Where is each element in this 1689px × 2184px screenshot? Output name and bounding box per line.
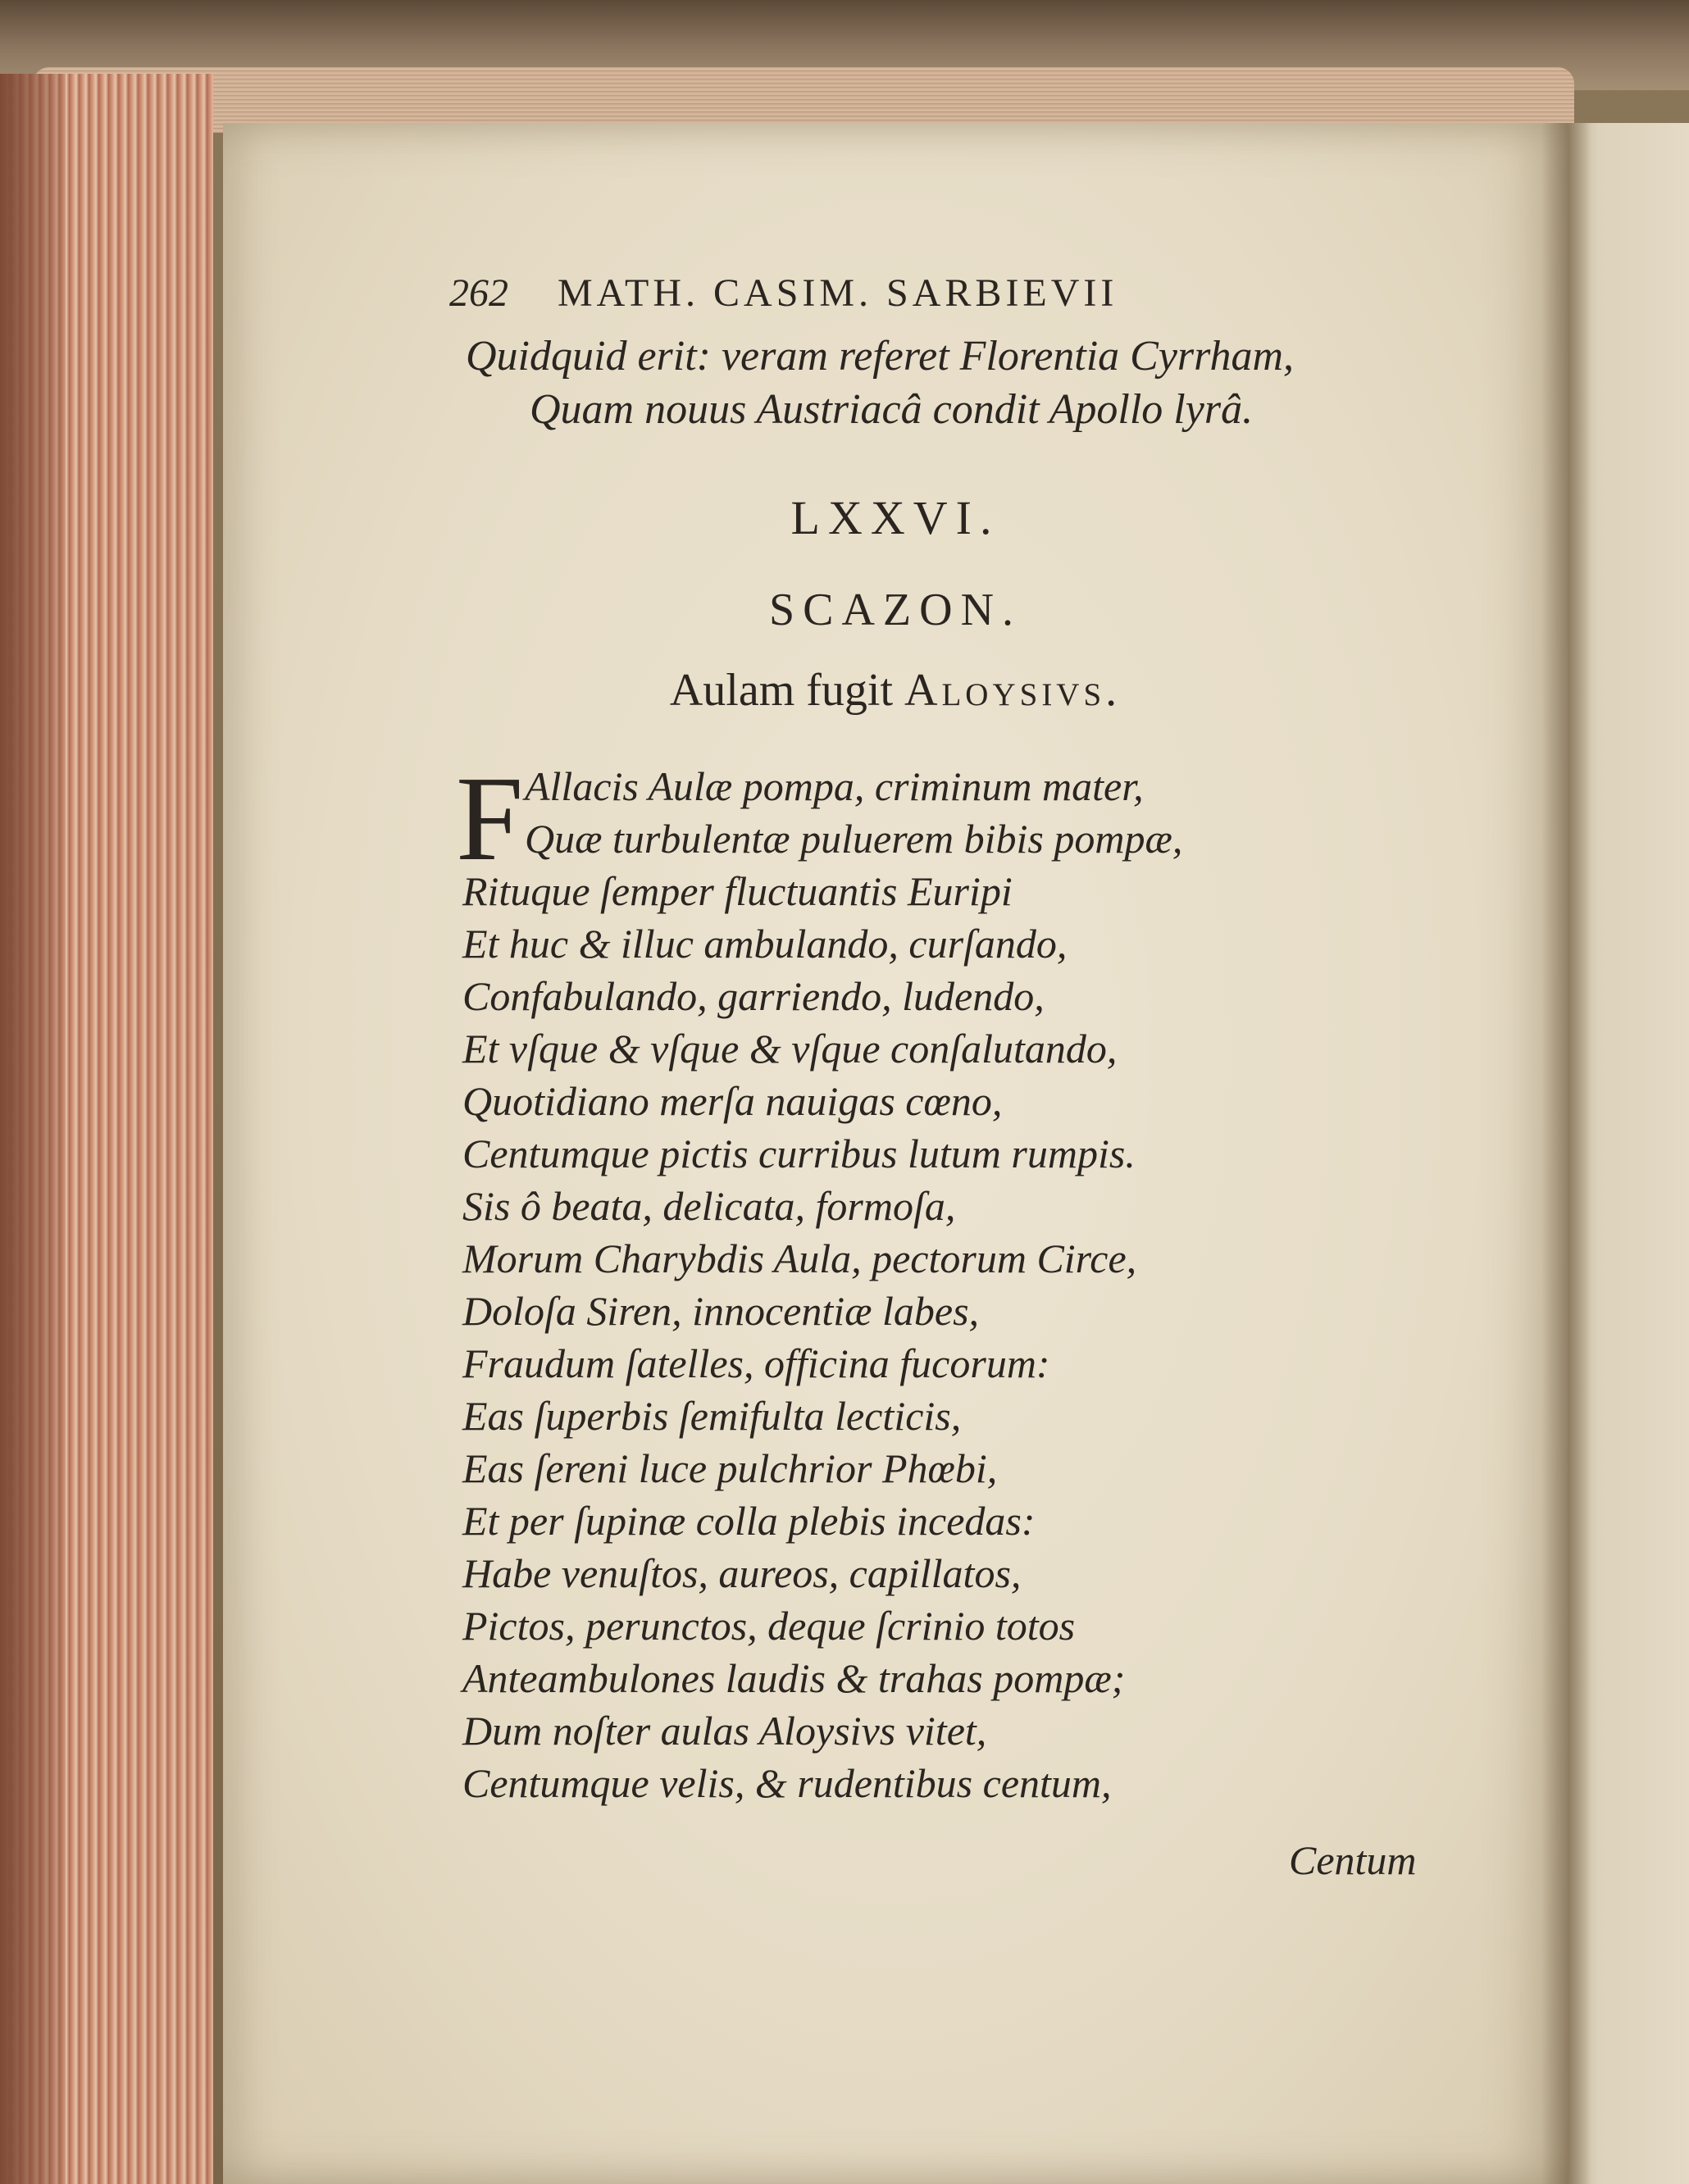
poem-line-5: Confabulando, garriendo, ludendo,: [462, 973, 1045, 1019]
subtitle-name: Aloysivs.: [904, 665, 1122, 716]
poem-line-3: Rituque ſemper fluctuantis Euripi: [462, 868, 1013, 914]
poem-line-16: Habe venuſtos, aureos, capillatos,: [462, 1550, 1022, 1596]
poem-number: LXXVI.: [790, 491, 1000, 544]
running-head: [449, 271, 1118, 316]
running-head-author: MATH. CASIM. SARBIEVII: [558, 271, 1118, 315]
poem-line-14: Eas ſereni luce pulchrior Phœbi,: [462, 1445, 998, 1491]
poem-line-2: Quæ turbulentæ puluerem bibis pompæ,: [525, 816, 1183, 862]
poem-line-17: Pictos, perunctos, deque ſcrinio totos: [462, 1603, 1076, 1649]
poem-subtitle: [223, 664, 1568, 717]
top-verse-line-1: Quidquid erit: veram referet Florentia Cyrrham,: [466, 333, 1295, 380]
poem-line-15: Et per ſupinæ colla plebis incedas:: [462, 1498, 1036, 1544]
poem-line-20: Centumque velis, & rudentibus centum,: [462, 1760, 1112, 1806]
poem-line-19: Dum noſter aulas Aloysivs vitet,: [462, 1708, 987, 1754]
book-gutter: [1541, 123, 1591, 2184]
poem-line-12: Fraudum ſatelles, officina fucorum:: [462, 1340, 1050, 1386]
poem-line-18: Anteambulones laudis & trahas pompæ;: [462, 1655, 1126, 1701]
poem-line-8: Centumque pictis curribus lutum rumpis.: [462, 1131, 1136, 1176]
poem-line-11: Doloſa Siren, innocentiæ labes,: [462, 1288, 980, 1334]
poem-line-13: Eas ſuperbis ſemifulta lecticis,: [462, 1393, 962, 1439]
drop-cap: F: [456, 752, 524, 886]
top-verse-line-2: Quam nouus Austriacâ condit Apollo lyrâ.: [530, 386, 1254, 433]
page-number: 262: [449, 271, 508, 315]
poem-line-7: Quotidiano merſa nauigas cœno,: [462, 1078, 1003, 1124]
catchword: Centum: [1289, 1837, 1417, 1883]
poem-line-10: Morum Charybdis Aula, pectorum Circe,: [462, 1235, 1137, 1281]
poem-type: SCAZON.: [768, 585, 1022, 635]
page-edges-left: [0, 74, 213, 2184]
subtitle-prefix: Aulam fugit: [669, 665, 894, 716]
poem-line-1: Allacis Aulæ pompa, criminum mater,: [525, 763, 1144, 809]
poem-line-9: Sis ô beata, delicata, formoſa,: [462, 1183, 956, 1229]
poem-line-6: Et vſque & vſque & vſque conſalutando,: [462, 1026, 1118, 1072]
poem-line-4: Et huc & illuc ambulando, curſando,: [462, 921, 1068, 967]
